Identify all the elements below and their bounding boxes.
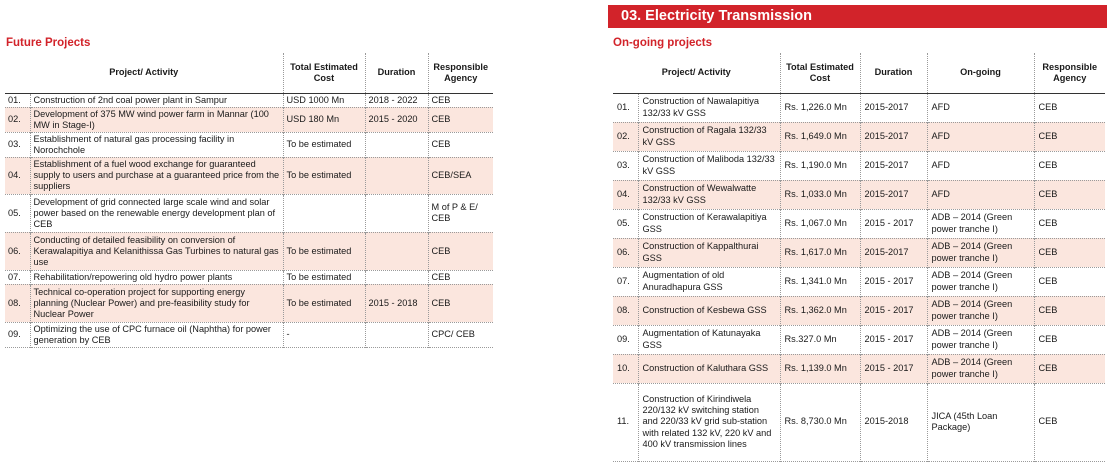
table-row: [613, 267, 1105, 296]
cell-no: 05.: [8, 207, 21, 218]
table-row: [5, 107, 493, 132]
cell-agency: CEB: [1034, 151, 1105, 180]
table-header-row: [5, 53, 493, 93]
cell-ongoing: ADB – 2014 (Green power tranche I): [927, 296, 1034, 325]
cell-ongoing: AFD: [927, 93, 1034, 122]
cell-ongoing: AFD: [927, 151, 1034, 180]
cell-cost: To be estimated: [283, 284, 365, 322]
cell-activity: Optimizing the use of CPC furnace oil (Naphtha) for power generation by CEB: [30, 322, 283, 347]
cell-no: 11.: [617, 416, 630, 427]
table-header-row: [613, 53, 1105, 93]
ongoing-projects-table: [613, 53, 1105, 462]
cell-cost: Rs. 1,139.0 Mn: [780, 354, 860, 383]
cell-no: 09.: [8, 329, 21, 340]
cell-no: 09.: [617, 333, 630, 344]
table-row: [5, 322, 493, 347]
cell-ongoing: JICA (45th Loan Package): [927, 383, 1034, 461]
col-header-cost: Total Estimated Cost: [780, 53, 860, 93]
cell-activity: Construction of Ragala 132/33 kV GSS: [638, 122, 780, 151]
cell-duration: 2015 - 2017: [860, 209, 927, 238]
col-header-ongoing: On-going: [927, 53, 1034, 93]
cell-activity: Construction of 2nd coal power plant in Sampur: [30, 93, 283, 107]
future-projects-title: Future Projects: [6, 37, 91, 49]
cell-ongoing: AFD: [927, 122, 1034, 151]
table-row: [5, 284, 493, 322]
cell-cost: -: [283, 322, 365, 347]
col-header-agency: Responsible Agency: [1034, 53, 1105, 93]
cell-agency: CEB: [1034, 325, 1105, 354]
col-header-activity: Project/ Activity: [661, 67, 731, 78]
cell-duration: 2015-2017: [860, 93, 927, 122]
cell-no: 03.: [8, 139, 21, 150]
cell-no: 05.: [617, 217, 630, 228]
cell-activity: Development of grid connected large scale wind and solar power based on the renewable energy development plan of CEB: [30, 194, 283, 232]
cell-duration: 2015-2018: [860, 383, 927, 461]
cell-agency: CEB: [1034, 93, 1105, 122]
cell-no: 07.: [8, 271, 21, 282]
cell-ongoing: ADB – 2014 (Green power tranche I): [927, 267, 1034, 296]
cell-cost: Rs. 1,190.0 Mn: [780, 151, 860, 180]
cell-duration: [365, 194, 428, 232]
ongoing-projects-title: On-going projects: [613, 37, 713, 49]
cell-activity: Establishment of a fuel wood exchange for guaranteed supply to users and purchase at a guaranteed price from the suppliers: [30, 157, 283, 194]
cell-cost: Rs. 1,649.0 Mn: [780, 122, 860, 151]
cell-cost: Rs. 1,226.0 Mn: [780, 93, 860, 122]
cell-agency: CEB: [1034, 180, 1105, 209]
cell-cost: To be estimated: [283, 157, 365, 194]
cell-no: 06.: [8, 245, 21, 256]
cell-activity: Development of 375 MW wind power farm in Mannar (100 MW in Stage-I): [30, 107, 283, 132]
cell-no: 07.: [617, 275, 630, 286]
cell-no: 04.: [8, 170, 21, 181]
cell-agency: CEB: [1034, 267, 1105, 296]
cell-agency: CPC/ CEB: [428, 322, 493, 347]
cell-no: 08.: [617, 304, 630, 315]
cell-cost: Rs. 1,341.0 Mn: [780, 267, 860, 296]
cell-agency: CEB/SEA: [428, 157, 493, 194]
cell-duration: 2015-2017: [860, 238, 927, 267]
cell-duration: 2015 - 2017: [860, 354, 927, 383]
cell-cost: USD 1000 Mn: [283, 93, 365, 107]
col-header-duration: Duration: [365, 53, 428, 93]
cell-duration: [365, 322, 428, 347]
table-row: [5, 232, 493, 270]
section-banner: 03. Electricity Transmission: [608, 5, 1107, 28]
cell-agency: CEB: [1034, 296, 1105, 325]
cell-ongoing: AFD: [927, 180, 1034, 209]
cell-ongoing: ADB – 2014 (Green power tranche I): [927, 325, 1034, 354]
cell-activity: Establishment of natural gas processing facility in Norochchole: [30, 132, 283, 157]
cell-duration: 2015-2017: [860, 122, 927, 151]
table-row: [613, 383, 1105, 461]
col-header-cost: Total Estimated Cost: [283, 53, 365, 93]
table-row: [613, 122, 1105, 151]
cell-no: 03.: [617, 159, 630, 170]
cell-activity: Construction of Kaluthara GSS: [638, 354, 780, 383]
cell-ongoing: ADB – 2014 (Green power tranche I): [927, 238, 1034, 267]
cell-activity: Construction of Nawalapitiya 132/33 kV GSS: [638, 93, 780, 122]
cell-cost: Rs. 1,362.0 Mn: [780, 296, 860, 325]
table-row: [613, 325, 1105, 354]
cell-agency: CEB: [428, 107, 493, 132]
cell-cost: Rs. 8,730.0 Mn: [780, 383, 860, 461]
cell-duration: [365, 270, 428, 284]
cell-agency: CEB: [1034, 238, 1105, 267]
cell-agency: CEB: [428, 232, 493, 270]
cell-agency: M of P & E/ CEB: [428, 194, 493, 232]
cell-no: 01.: [617, 101, 630, 112]
cell-cost: Rs.327.0 Mn: [780, 325, 860, 354]
cell-no: 04.: [617, 188, 630, 199]
cell-activity: Rehabilitation/repowering old hydro power plants: [30, 270, 283, 284]
table-row: [5, 270, 493, 284]
table-row: [5, 132, 493, 157]
cell-agency: CEB: [428, 93, 493, 107]
cell-activity: Augmentation of Katunayaka GSS: [638, 325, 780, 354]
table-row: [613, 93, 1105, 122]
cell-agency: CEB: [1034, 354, 1105, 383]
cell-cost: To be estimated: [283, 270, 365, 284]
col-header-duration: Duration: [860, 53, 927, 93]
cell-activity: Construction of Kappalthurai GSS: [638, 238, 780, 267]
cell-activity: Conducting of detailed feasibility on conversion of Kerawalapitiya and Kelanithissa Gas Turbines to natural gas use: [30, 232, 283, 270]
cell-cost: [283, 194, 365, 232]
cell-cost: Rs. 1,033.0 Mn: [780, 180, 860, 209]
future-projects-table: [5, 53, 493, 348]
cell-cost: To be estimated: [283, 132, 365, 157]
cell-duration: [365, 157, 428, 194]
cell-duration: 2015 - 2018: [365, 284, 428, 322]
cell-activity: Construction of Wewalwatte 132/33 kV GSS: [638, 180, 780, 209]
table-row: [5, 93, 493, 107]
cell-duration: 2015 - 2017: [860, 296, 927, 325]
cell-cost: Rs. 1,617.0 Mn: [780, 238, 860, 267]
cell-activity: Construction of Kerawalapitiya GSS: [638, 209, 780, 238]
cell-no: 10.: [617, 362, 630, 373]
cell-agency: CEB: [1034, 383, 1105, 461]
cell-no: 02.: [617, 130, 630, 141]
cell-agency: CEB: [428, 132, 493, 157]
cell-duration: 2015 - 2017: [860, 267, 927, 296]
cell-duration: 2015-2017: [860, 151, 927, 180]
table-row: [613, 209, 1105, 238]
cell-no: 02.: [8, 114, 21, 125]
table-row: [613, 238, 1105, 267]
table-row: [5, 157, 493, 194]
table-row: [613, 354, 1105, 383]
table-row: [613, 180, 1105, 209]
cell-cost: Rs. 1,067.0 Mn: [780, 209, 860, 238]
col-header-agency: Responsible Agency: [428, 53, 493, 93]
cell-duration: [365, 132, 428, 157]
cell-no: 08.: [8, 297, 21, 308]
table-row: [5, 194, 493, 232]
cell-activity: Construction of Kesbewa GSS: [638, 296, 780, 325]
cell-no: 06.: [617, 246, 630, 257]
cell-duration: 2018 - 2022: [365, 93, 428, 107]
cell-ongoing: ADB – 2014 (Green power tranche I): [927, 209, 1034, 238]
cell-activity: Augmentation of old Anuradhapura GSS: [638, 267, 780, 296]
cell-agency: CEB: [428, 270, 493, 284]
cell-agency: CEB: [1034, 122, 1105, 151]
table-row: [613, 151, 1105, 180]
cell-cost: USD 180 Mn: [283, 107, 365, 132]
cell-ongoing: ADB – 2014 (Green power tranche I): [927, 354, 1034, 383]
cell-activity: Technical co-operation project for supporting energy planning (Nuclear Power) and pre-feasibility study for Nuclear Power: [30, 284, 283, 322]
cell-duration: 2015 - 2017: [860, 325, 927, 354]
table-row: [613, 296, 1105, 325]
cell-activity: Construction of Maliboda 132/33 kV GSS: [638, 151, 780, 180]
cell-cost: To be estimated: [283, 232, 365, 270]
cell-duration: 2015 - 2020: [365, 107, 428, 132]
cell-agency: CEB: [428, 284, 493, 322]
cell-no: 01.: [8, 94, 21, 105]
cell-duration: [365, 232, 428, 270]
col-header-activity: Project/ Activity: [109, 67, 179, 78]
cell-activity: Construction of Kirindiwela 220/132 kV switching station and 220/33 kV grid sub-station with related 132 kV, 220 kV and 400 kV transmission lines: [638, 383, 780, 461]
cell-agency: CEB: [1034, 209, 1105, 238]
cell-duration: 2015-2017: [860, 180, 927, 209]
